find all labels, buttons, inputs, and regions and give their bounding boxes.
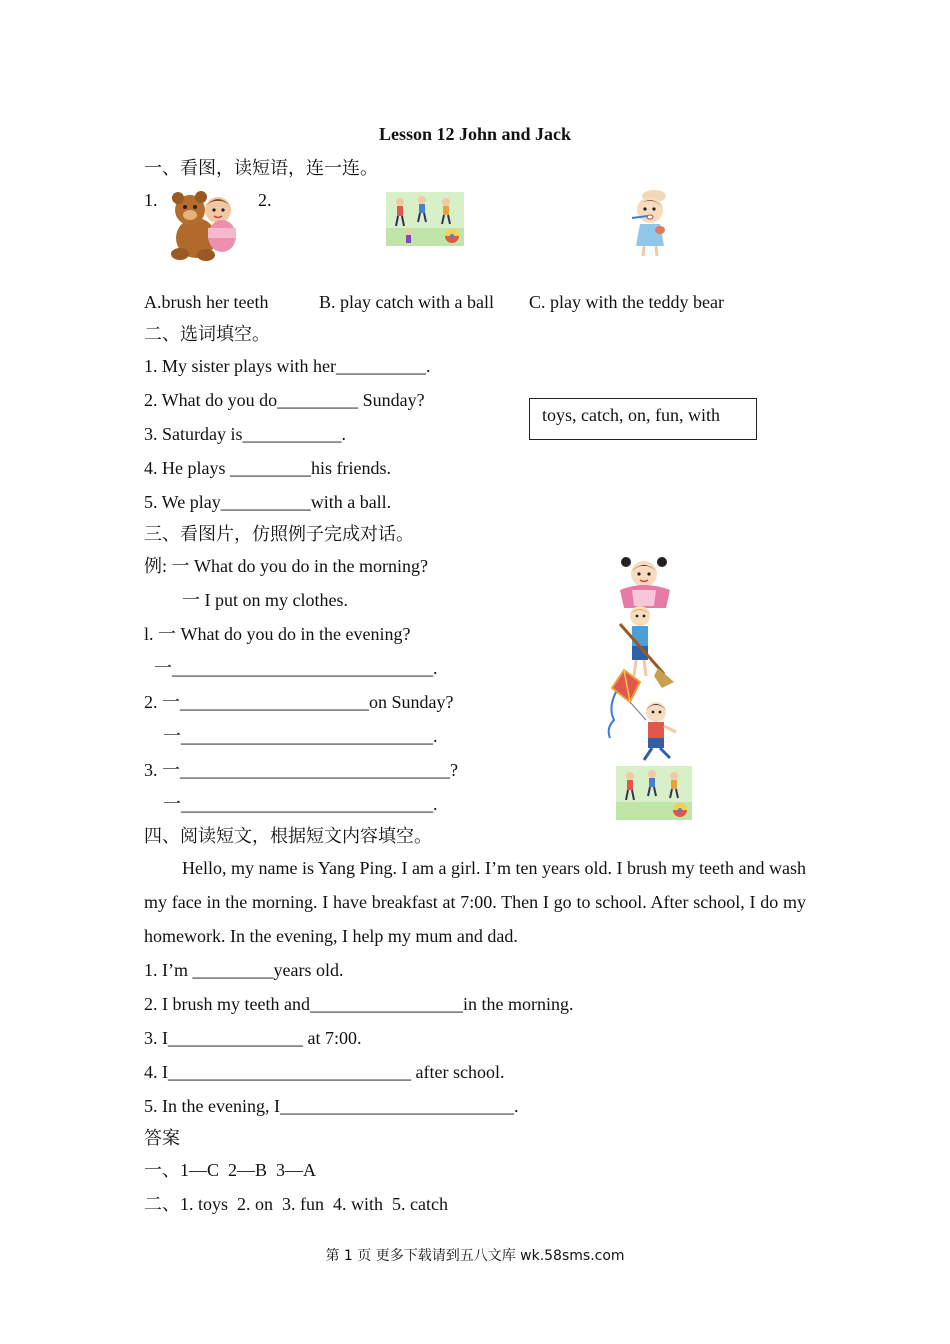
dialogue-question-1: l. 一 What do you do in the evening? (144, 624, 411, 644)
section2-heading: 二、选词填空。 (144, 324, 270, 344)
page-footer: 第 1 页 更多下载请到五八文库 wk.58sms.com (325, 1248, 625, 1264)
dialogue-answer-1: 一_____________________________. (154, 658, 438, 678)
item-number-2: 2. (258, 190, 272, 210)
section1-heading: 一、看图，读短语，连一连。 (144, 158, 378, 178)
page-title: Lesson 12 John and Jack (378, 124, 572, 144)
answers-line-1: 一、1—C 2—B 3—A (144, 1160, 317, 1180)
dialogue-question-3: 3. 一______________________________? (144, 760, 458, 780)
section3-heading: 三、看图片，仿照例子完成对话。 (144, 524, 414, 544)
teddy-bear-image (168, 188, 240, 262)
option-a: A.brush her teeth (144, 292, 269, 312)
girl-dressing-image (614, 556, 676, 608)
option-c: C. play with the teddy bear (529, 292, 724, 312)
word-box: toys, catch, on, fun, with (529, 398, 757, 440)
reading-item-2: 2. I brush my teeth and_________________in the morning. (144, 994, 574, 1014)
item-number-1: 1. (144, 190, 158, 210)
dialogue-question-2: 2. 一_____________________on Sunday? (144, 692, 454, 712)
reading-item-1: 1. I’m _________years old. (144, 960, 344, 980)
reading-item-4: 4. I___________________________ after school. (144, 1062, 505, 1082)
option-b: B. play catch with a ball (319, 292, 494, 312)
dialogue-answer-2: 一____________________________. (163, 726, 438, 746)
reading-item-5: 5. In the evening, I__________________________. (144, 1096, 519, 1116)
answers-line-2: 二、1. toys 2. on 3. fun 4. with 5. catch (144, 1194, 448, 1214)
reading-passage: Hello, my name is Yang Ping. I am a girl. I’m ten years old. I brush my teeth and wash my face in the morning. I have breakfast at 7:00. Then I go to school. After school, I do my homework. In the evening, I help my mum and dad. (144, 858, 806, 946)
example-question: 例: 一 What do you do in the morning? (144, 556, 428, 576)
example-answer: 一 I put on my clothes. (182, 590, 348, 610)
brush-teeth-image (624, 190, 676, 258)
fill-item-3: 3. Saturday is___________. (144, 424, 346, 444)
fill-item-5: 5. We play__________with a ball. (144, 492, 392, 512)
fill-item-2: 2. What do you do_________ Sunday? (144, 390, 425, 410)
reading-item-3: 3. I_______________ at 7:00. (144, 1028, 362, 1048)
fill-item-4: 4. He plays _________his friends. (144, 458, 391, 478)
fill-item-1: 1. My sister plays with her__________. (144, 356, 431, 376)
boy-kite-image (600, 668, 684, 764)
play-catch-image (386, 192, 464, 246)
dialogue-answer-3: 一____________________________. (163, 794, 438, 814)
play-catch-image-2 (616, 766, 692, 820)
section4-heading: 四、阅读短文，根据短文内容填空。 (144, 826, 432, 846)
answers-heading: 答案 (144, 1128, 180, 1148)
